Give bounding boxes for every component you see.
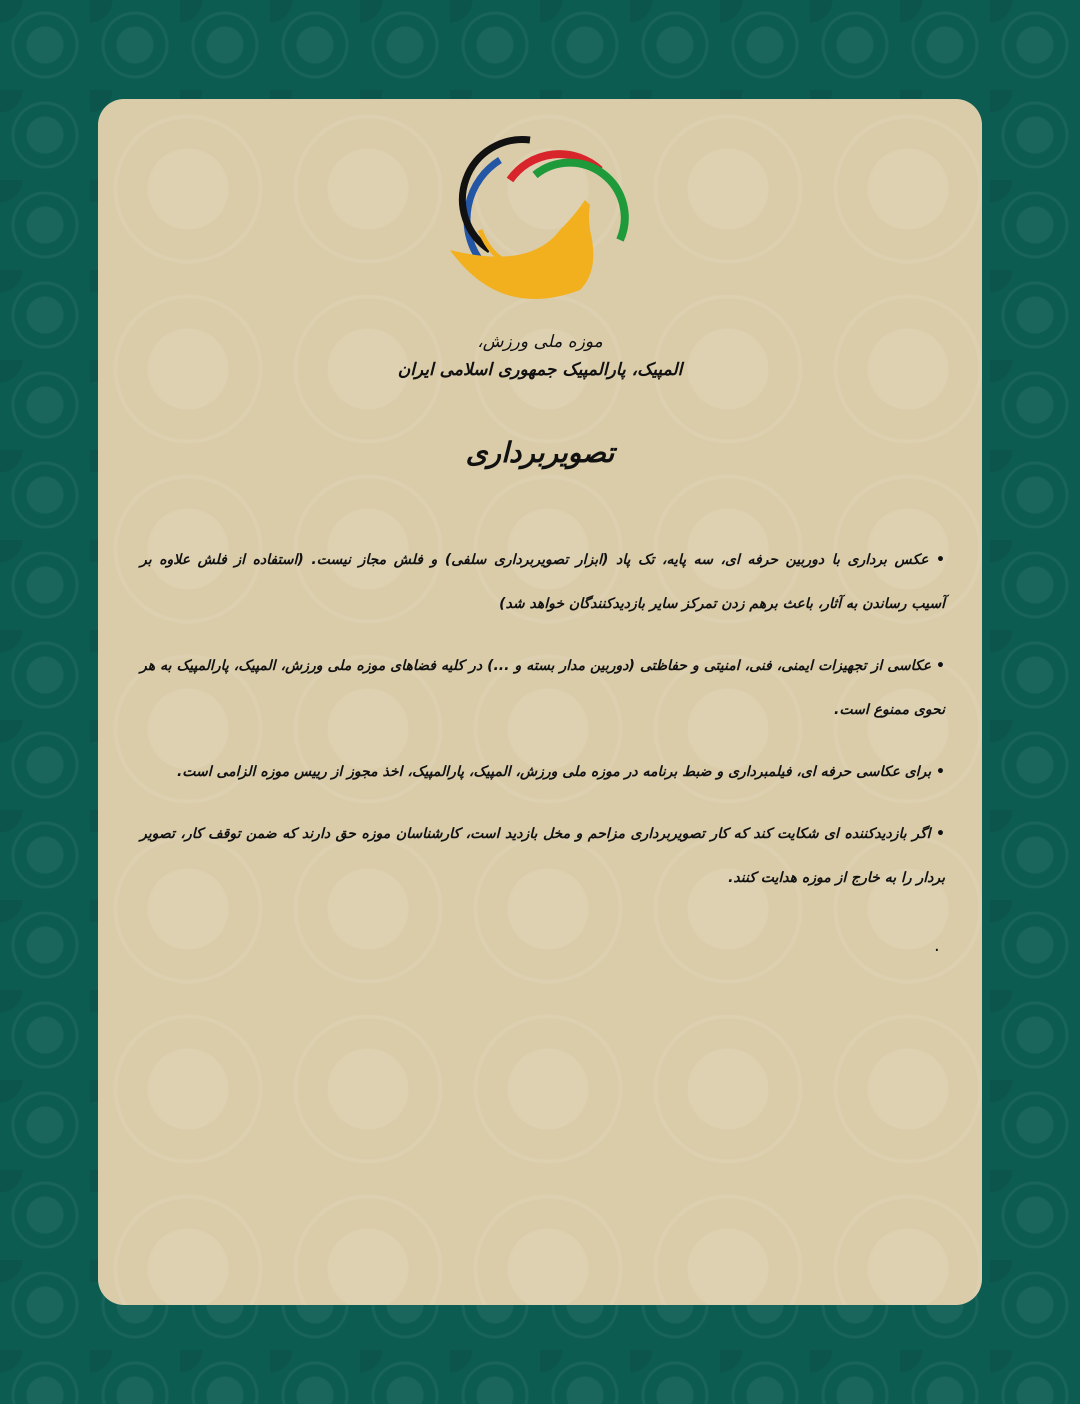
trailing-dot: .: [934, 935, 940, 956]
rule-4-line-2: بردار را به خارج از موزه هدایت کنند.: [728, 870, 945, 886]
museum-name-line1: موزه ملی ورزش،: [477, 332, 603, 352]
rule-3: [140, 750, 945, 794]
rule-4: [140, 812, 945, 900]
rule-1: [140, 538, 945, 626]
rules-list: [140, 538, 945, 918]
rule-1-line-2: آسیب رساندن به آثار، باعث برهم زدن تمرکز سایر بازدیدکنندگان خواهد شد): [499, 596, 945, 612]
page-title: تصویربرداری: [465, 436, 615, 469]
rule-2-line-1: • عکاسی از تجهیزات ایمنی، فنی، امنیتی و حفاظتی (دوربین مدار بسته و ...) در کلیه فضاهای موزه ملی ورزش، المپیک، پارالمپیک به هر: [140, 658, 945, 674]
museum-name-line2: المپیک، پارالمپیک جمهوری اسلامی ایران: [397, 360, 683, 380]
rule-1-line-1: • عکس برداری با دوربین حرفه ای، سه پایه، تک پاد (ابزار تصویربرداری سلفی) و فلش مجاز نیست. (استفاده از فلش علاوه بر: [140, 552, 945, 568]
rule-3-line-1: • برای عکاسی حرفه ای، فیلمبرداری و ضبط برنامه در موزه ملی ورزش، المپیک، پارالمپیک، اخذ مجوز از رییس موزه الزامی است.: [176, 764, 945, 780]
rule-4-line-1: • اگر بازدیدکننده ای شکایت کند که کار تصویربرداری مزاحم و مخل بازدید است، کارشناسان موزه حق دارند که ضمن توقف کار، تصویر: [140, 826, 945, 842]
museum-logo: [440, 130, 630, 320]
rule-2-line-2: نحوی ممنوع است.: [834, 702, 945, 718]
rule-2: [140, 644, 945, 732]
